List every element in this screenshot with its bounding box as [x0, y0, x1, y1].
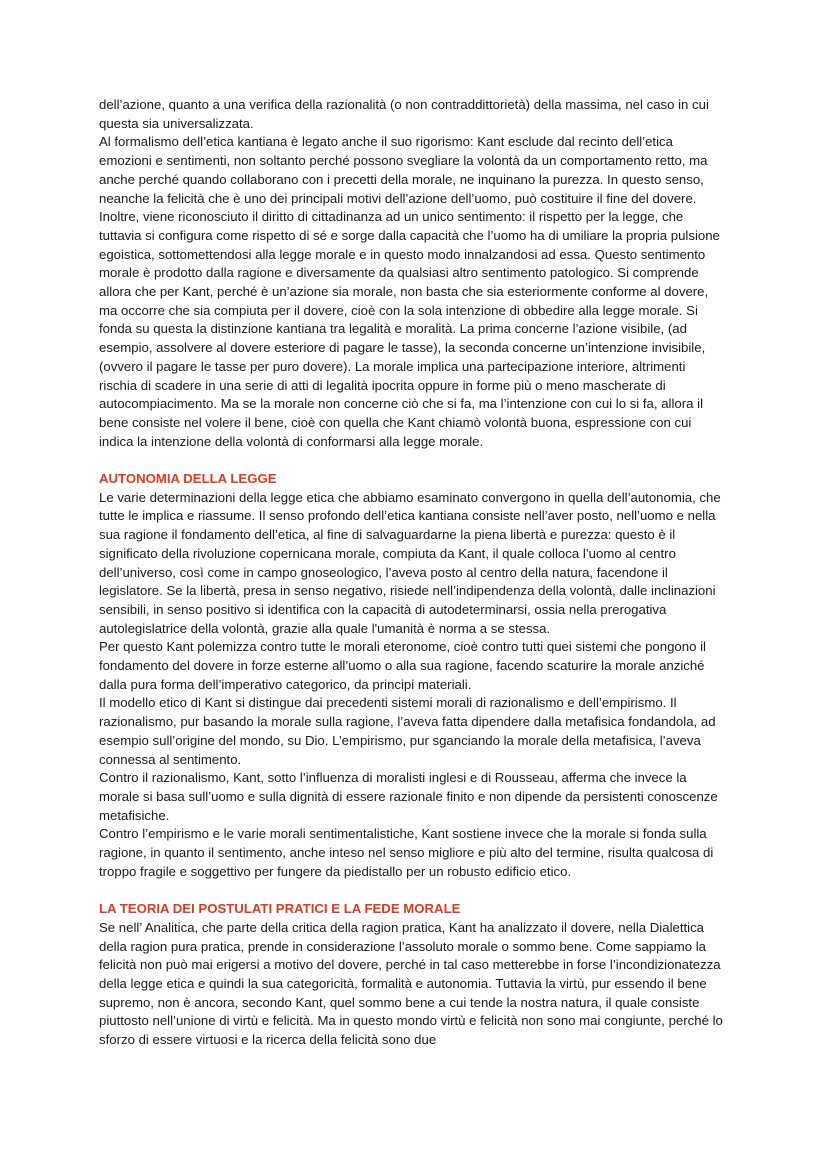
paragraph: Per questo Kant polemizza contro tutte le morali eteronome, cioè contro tutti quei sistemi che pongono il fondamento del dovere in forze esterne all’uomo o alla sua ragione, facendo scaturire la morale anziché dalla pura forma dell’imperativo categorico, da principi materiali. [99, 639, 706, 692]
paragraph: Al formalismo dell’etica kantiana è legato anche il suo rigorismo: Kant esclude dal recinto dell’etica emozioni e sentimenti, non soltanto perché possono svegliare la volontà da un comportamento retto, ma anche perché quando collaborano con i precetti della morale, ne inquinano la purezza. In questo senso, neanche la felicità che è uno dei principali motivi dell’azione dell’uomo, può costituire il fine del dovere. Inoltre, viene riconosciuto il diritto di cittadinanza ad un unico sentimento: il rispetto per la legge, che tuttavia si configura come rispetto di sé e sorge dalla capacità che l’uomo ha di umiliare la propria pulsione egoistica, sottomettendosi alla legge morale e in questo modo innalzandosi ad essa. Questo sentimento morale è prodotto dalla ragione e diversamente da qualsiasi altro sentimento patologico. Si comprende allora che per Kant, perché è un’azione sia morale, non basta che sia esteriormente conforme al dovere, ma occorre che sia compiuta per il dovere, cioè con la sola intenzione di obbedire alla legge morale. Si fonda su questa la distinzione kantiana tra legalità e moralità. La prima concerne l’azione visibile, (ad esempio, assolvere al dovere esteriore di pagare le tasse), la seconda concerne un’intenzione invisibile, (ovvero il pagare le tasse per puro dovere). La morale implica una partecipazione interiore, altrimenti rischia di scadere in una serie di atti di legalità ipocrita oppure in forme più o meno mascherate di autocompiacimento. Ma se la morale non concerne ciò che si fa, ma l’intenzione con cui lo si fa, allora il bene consiste nel volere il bene, cioè con quella che Kant chiamò volontà buona, espressione con cui indica la intenzione della volontà di conformarsi alla legge morale. [99, 134, 720, 449]
paragraph: dell’azione, quanto a una verifica della razionalità (o non contraddittorietà) della massima, nel caso in cui questa sia universalizzata. [99, 97, 709, 131]
paragraph: Il modello etico di Kant si distingue dai precedenti sistemi morali di razionalismo e dell’empirismo. Il razionalismo, pur basando la morale sulla ragione, l’aveva fatta dipendere dalla metafisica fondandola, ad esempio sull’origine del mondo, su Dio. L’empirismo, pur sganciando la morale della metafisica, l’aveva connessa al sentimento. [99, 695, 716, 767]
section-spacer [99, 882, 727, 901]
section-heading: AUTONOMIA DELLA LEGGE [99, 471, 277, 487]
paragraph: Se nell’ Analitica, che parte della critica della ragion pratica, Kant ha analizzato il dovere, nella Dialettica della ragion pura pratica, prende in considerazione l’assoluto morale o sommo bene. Come sappiamo la felicità non può mai erigersi a motivo del dovere, perché in tal caso metterebbe in forse l’incondizionatezza della legge etica e quindi la sua categoricità, formalità e autonomia. Tuttavia la virtù, pur essendo il bene supremo, non è ancora, secondo Kant, quel sommo bene a cui tende la nostra natura, il quale consiste piuttosto nell’unione di virtù e felicità. Ma in questo mondo virtù e felicità non sono mai congiunte, perché lo sforzo di essere virtuosi e la ricerca della felicità sono due [99, 919, 723, 1048]
paragraph: Contro l’empirismo e le varie morali sentimentalistiche, Kant sostiene invece che la morale si fonda sulla ragione, in quanto il sentimento, anche inteso nel senso migliore e più alto del termine, risulta qualcosa di troppo fragile e soggettivo per fungere da piedistallo per un robusto edificio etico. [99, 826, 714, 879]
section-heading: LA TEORIA DEI POSTULATI PRATICI E LA FEDE MORALE [99, 901, 461, 917]
paragraph: Le varie determinazioni della legge etica che abbiamo esaminato convergono in quella dell’autonomia, che tutte le implica e riassume. Il senso profondo dell’etica kantiana consiste nell’aver posto, nell’uomo e nella sua ragione il fondamento dell’etica, al fine di salvaguardarne la piena libertà e purezza: questo è il significato della rivoluzione copernicana morale, compiuta da Kant, il quale colloca l’uomo al centro dell’universo, così come in campo gnoseologico, l’aveva posto al centro della natura, facendone il legislatore. Se la libertà, presa in senso negativo, risiede nell’indipendenza della volontà, dalle inclinazioni sensibili, in senso positivo si identifica con la capacità di autodeterminarsi, ossia nella prerogativa autolegislatrice della volontà, grazie alla quale l'umanità è norma a se stessa. [99, 489, 721, 636]
document-page [99, 96, 727, 1050]
paragraph: Contro il razionalismo, Kant, sotto l’influenza di moralisti inglesi e di Rousseau, afferma che invece la morale si basa sull’uomo e sulla dignità di essere razionale finito e non dipende da persistenti conoscenze metafisiche. [99, 770, 718, 823]
section-spacer [99, 451, 727, 470]
